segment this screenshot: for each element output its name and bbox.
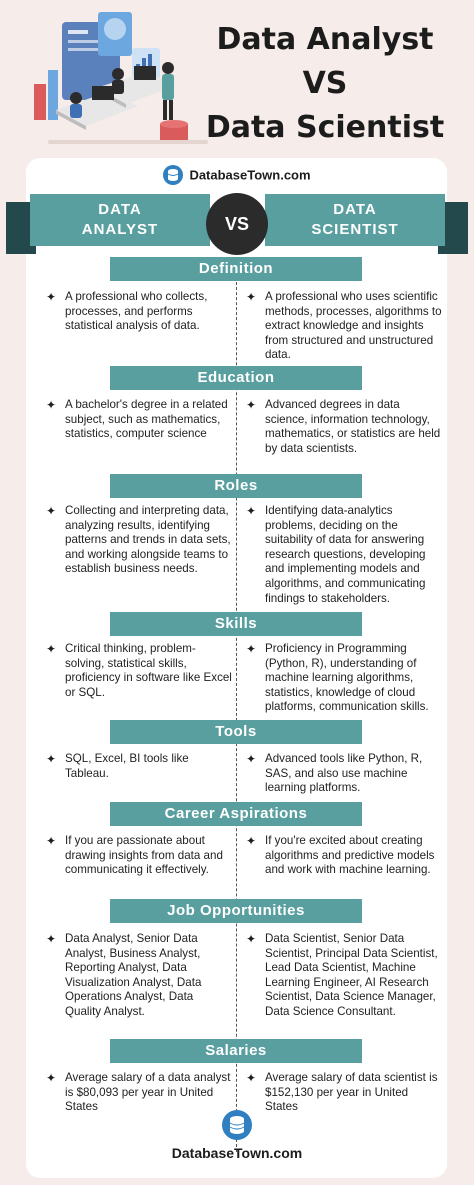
column-divider bbox=[236, 262, 237, 1152]
analyst-roles-text: Collecting and interpreting data, analyzing results, identifying patterns and trends in data sets, and working alongside teams to establish business needs. bbox=[65, 504, 231, 576]
database-icon-footer bbox=[222, 1110, 252, 1140]
bullet-icon: ✦ bbox=[46, 290, 57, 304]
scientist-roles-text: Identifying data-analytics problems, deciding on the suitability of data for answering research questions, developing and implementing models and algorithms, and communicating findings to stakeholders. bbox=[265, 504, 426, 605]
brand-label-top: DatabaseTown.com bbox=[189, 167, 311, 183]
scientist-tools bbox=[246, 752, 444, 796]
scientist-tools-text: Advanced tools like Python, R, SAS, and also use machine learning platforms. bbox=[265, 752, 423, 795]
bullet-icon: ✦ bbox=[246, 752, 257, 766]
column-header-analyst bbox=[30, 194, 210, 246]
brand-top[interactable] bbox=[0, 165, 474, 185]
bullet-icon: ✦ bbox=[246, 290, 257, 304]
analyst-roles bbox=[46, 504, 232, 577]
analyst-salary bbox=[46, 1071, 232, 1115]
analyst-definition-text: A professional who collects, processes, and performs statistical analysis of data. bbox=[65, 290, 208, 333]
bullet-icon: ✦ bbox=[246, 398, 257, 412]
analyst-jobs bbox=[46, 932, 232, 1020]
bullet-icon: ✦ bbox=[246, 1071, 257, 1085]
bullet-icon: ✦ bbox=[46, 1071, 57, 1085]
section-title-education: Education bbox=[110, 366, 362, 390]
section-title-job-opportunities: Job Opportunities bbox=[110, 899, 362, 923]
scientist-salary bbox=[246, 1071, 444, 1115]
scientist-roles bbox=[246, 504, 444, 606]
analyst-education-text: A bachelor's degree in a related subject, such as mathematics, statistics, computer science bbox=[65, 398, 228, 441]
bullet-icon: ✦ bbox=[46, 504, 57, 518]
bullet-icon: ✦ bbox=[246, 932, 257, 946]
column-header-scientist-line1: DATA bbox=[333, 201, 377, 218]
bullet-icon: ✦ bbox=[246, 504, 257, 518]
section-title-skills: Skills bbox=[110, 612, 362, 636]
column-header-analyst-line2: ANALYST bbox=[81, 221, 159, 238]
column-header-analyst-line1: DATA bbox=[98, 201, 142, 218]
bullet-icon: ✦ bbox=[46, 752, 57, 766]
section-title-roles: Roles bbox=[110, 474, 362, 498]
section-title-definition: Definition bbox=[110, 257, 362, 281]
title-line-3: Data Scientist bbox=[205, 110, 445, 145]
scientist-skills-text: Proficiency in Programming (Python, R), understanding of machine learning algorithms, statistics, knowledge of cloud platforms, communication skills. bbox=[265, 642, 429, 714]
bullet-icon: ✦ bbox=[46, 398, 57, 412]
section-title-tools: Tools bbox=[110, 720, 362, 744]
scientist-education-text: Advanced degrees in data science, information technology, mathematics, or statistics are held by data scientists. bbox=[265, 398, 441, 455]
bullet-icon: ✦ bbox=[46, 834, 57, 848]
analyst-education bbox=[46, 398, 232, 442]
bullet-icon: ✦ bbox=[46, 642, 57, 656]
bullet-icon: ✦ bbox=[246, 642, 257, 656]
bullet-icon: ✦ bbox=[246, 834, 257, 848]
analyst-salary-text: Average salary of a data analyst is $80,093 per year in United States bbox=[65, 1071, 231, 1114]
scientist-education bbox=[246, 398, 444, 456]
analyst-skills bbox=[46, 642, 232, 700]
analyst-skills-text: Critical thinking, problem-solving, statistical skills, proficiency in software like Excel or SQL. bbox=[65, 642, 232, 699]
scientist-career-text: If you're excited about creating algorithms and predictive models and work with machine learning. bbox=[265, 834, 435, 877]
database-icon bbox=[163, 165, 183, 185]
analyst-career bbox=[46, 834, 232, 878]
analyst-tools bbox=[46, 752, 232, 781]
section-title-salaries: Salaries bbox=[110, 1039, 362, 1063]
section-title-career-aspirations: Career Aspirations bbox=[110, 802, 362, 826]
title-line-2: VS bbox=[302, 66, 348, 101]
column-header-scientist bbox=[265, 194, 445, 246]
scientist-salary-text: Average salary of data scientist is $152,130 per year in United States bbox=[265, 1071, 438, 1114]
scientist-definition-text: A professional who uses scientific methods, processes, algorithms to extract knowledge and insights from structured and unstructured data. bbox=[265, 290, 442, 362]
scientist-skills bbox=[246, 642, 444, 715]
column-header-scientist-line2: SCIENTIST bbox=[311, 221, 399, 238]
bullet-icon: ✦ bbox=[46, 932, 57, 946]
scientist-jobs bbox=[246, 932, 444, 1020]
scientist-career bbox=[246, 834, 444, 878]
scientist-jobs-text: Data Scientist, Senior Data Scientist, Principal Data Scientist, Lead Data Scientist, Machine Learning Engineer, AI Research Scientist, Data Science Manager, Data Science Consultant. bbox=[265, 932, 438, 1018]
vs-badge: VS bbox=[206, 193, 268, 255]
brand-bottom[interactable]: DatabaseTown.com bbox=[171, 1145, 303, 1161]
analyst-tools-text: SQL, Excel, BI tools like Tableau. bbox=[65, 752, 189, 780]
scientist-definition bbox=[246, 290, 444, 363]
analyst-jobs-text: Data Analyst, Senior Data Analyst, Business Analyst, Reporting Analyst, Data Visualization Analyst, Data Operations Analyst, Data Quality Analyst. bbox=[65, 932, 202, 1018]
title-line-1: Data Analyst bbox=[216, 22, 434, 57]
analyst-career-text: If you are passionate about drawing insights from data and communicating it effectively. bbox=[65, 834, 223, 877]
analyst-definition bbox=[46, 290, 232, 334]
